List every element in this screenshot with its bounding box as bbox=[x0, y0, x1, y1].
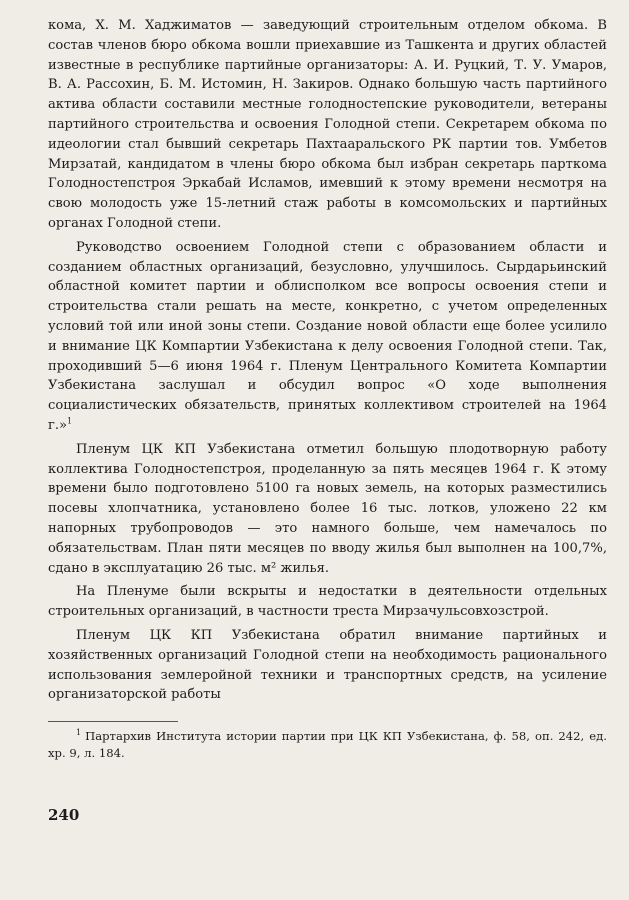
paragraph-4-text: На Пленуме были вскрыты и недостатки в деятельности отдельных строительных организаций, в частности треста Мирзачульсовхозстрой. bbox=[48, 584, 607, 620]
footnote-text: Партархив Института истории партии при ЦК КП Узбекистана, ф. 58, оп. 242, ед. хр. 9, л. 184. bbox=[48, 729, 607, 761]
footnote-reference: 1 bbox=[67, 416, 73, 426]
footnote bbox=[48, 728, 607, 762]
paragraph-2 bbox=[48, 238, 607, 436]
paragraph-4 bbox=[48, 582, 607, 622]
paragraph-1 bbox=[48, 16, 607, 234]
paragraph-3 bbox=[48, 440, 607, 579]
paragraph-3-text: Пленум ЦК КП Узбекистана отметил большую плодотворную работу коллектива Голодностепстроя, проделанную за пять месяцев 1964 г. К этому времени было подготовлено 5100 га новых земель, на которых разместились посевы хлопчатника, установлено более 16 тыс. лотков, уложено 22 км напорных трубопроводов — это намного больше, чем намечалось по обязательствам. План пяти месяцев по вводу жилья был выполнен на 100,7%, сдано в эксплуатацию 26 тыс. м² жилья. bbox=[48, 441, 607, 576]
main-text bbox=[48, 16, 607, 705]
footnote-divider bbox=[48, 721, 178, 722]
footnote-mark: 1 bbox=[76, 728, 82, 738]
paragraph-1-text: кома, Х. М. Хаджиматов — заведующий строительным отделом обкома. В состав членов бюро обкома вошли приехавшие из Ташкента и других областей известные в республике партийные организаторы: А. И. Руцкий, Т. У. Умаров, В. А. Расcохин, Б. М. Истомин, Н. Закиров. Однако большую часть партийного актива области составили местные голодностепские руководители, ветераны партийного строительства и освоения Голодной степи. Секретарем обкома по идеологии стал бывший секретарь Пахтааральского РК партии тов. Умбетов Мирзатай, кандидатом в члены бюро обкома был избран секретарь парткома Голодностепстроя Эркабай Исламов, имевший к этому времени несмотря на свою молодость уже 15-летний стаж работы в комсомольских и партийных органах Голодной степи. bbox=[48, 18, 607, 231]
page-number: 240 bbox=[48, 806, 80, 824]
paragraph-5 bbox=[48, 626, 607, 705]
paragraph-5-text: Пленум ЦК КП Узбекистана обратил внимание партийных и хозяйственных организаций Голодной степи на необходимость рационального использования землеройной техники и транспортных средств, на усиление организаторской работы bbox=[48, 627, 607, 703]
paragraph-2-text: Руководство освоением Голодной степи с образованием области и созданием областных организаций, безусловно, улучшилось. Сырдарьинский областной комитет партии и облисполком все вопросы освоения степи и строительства стали решать на месте, конкретно, с учетом определенных условий той или иной зоны степи. Создание новой области еще более усилило и внимание ЦК Компартии Узбекистана к делу освоения Голодной степи. Так, проходивший 5—6 июня 1964 г. Пленум Центрального Комитета Компартии Узбекистана заслушал и обсудил вопрос «О ходе выполнения социалистических обязательств, принятых коллективом строителей на 1964 г.» bbox=[48, 239, 607, 433]
